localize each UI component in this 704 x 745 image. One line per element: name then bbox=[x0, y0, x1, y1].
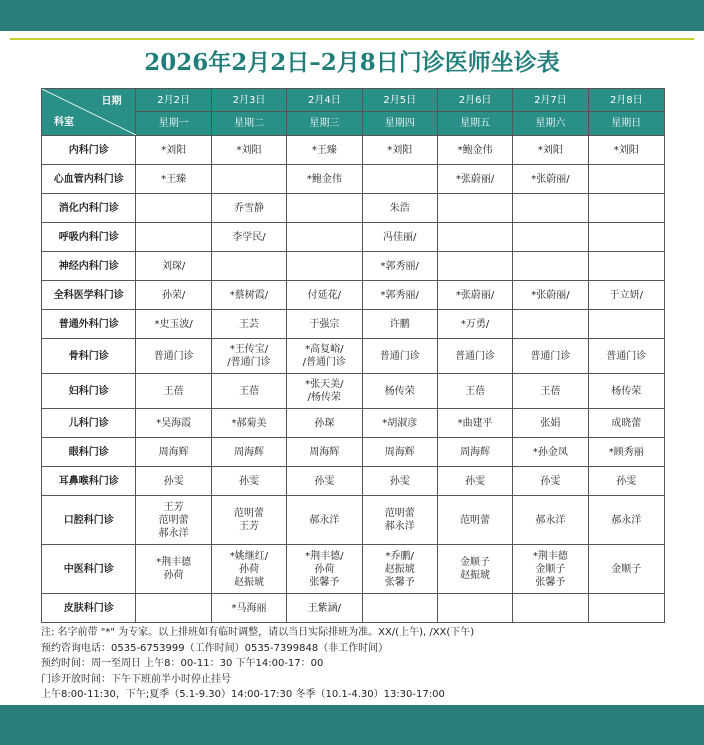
dept-name-cell: 普通外科门诊 bbox=[42, 310, 136, 339]
schedule-cell bbox=[437, 545, 512, 594]
doctor-entry: 张馨予 bbox=[309, 576, 340, 588]
schedule-cell bbox=[437, 409, 512, 438]
schedule-cell bbox=[287, 223, 362, 252]
doctor-entry: 孙雯 bbox=[163, 475, 184, 487]
doctor-entry: 于立妍/ bbox=[609, 289, 643, 301]
top-banner bbox=[0, 0, 704, 31]
doctor-entry: *蔡树霞/ bbox=[229, 289, 269, 301]
schedule-cell bbox=[362, 136, 437, 165]
date-header: 2月4日 bbox=[287, 89, 362, 112]
schedule-cell bbox=[136, 252, 211, 281]
doctor-entry: 普通门诊 bbox=[455, 350, 496, 362]
dept-name-cell: 消化内科门诊 bbox=[42, 194, 136, 223]
schedule-cell bbox=[588, 339, 664, 374]
schedule-cell bbox=[211, 310, 286, 339]
schedule-cell bbox=[588, 467, 664, 496]
table-row bbox=[42, 594, 665, 623]
schedule-cell bbox=[588, 281, 664, 310]
schedule-cell bbox=[513, 194, 588, 223]
schedule-cell bbox=[362, 467, 437, 496]
doctor-entry: 孙荷 bbox=[163, 570, 184, 581]
doctor-entry: 乔雪静 bbox=[233, 202, 264, 214]
schedule-cell bbox=[211, 496, 286, 545]
doctor-entry: *张蔚丽/ bbox=[531, 289, 570, 301]
schedule-cell bbox=[136, 374, 211, 409]
weekday-header: 星期一 bbox=[136, 112, 211, 136]
note-line: 注: 名字前带 "*" 为专家。以上排班如有临时调整，请以当日实际排班为准。XX/(上午), /XX(下午) bbox=[41, 627, 475, 638]
doctor-entry: *荆丰德 bbox=[532, 550, 568, 562]
schedule-cell bbox=[437, 165, 512, 194]
table-row bbox=[42, 310, 665, 339]
schedule-cell bbox=[588, 545, 664, 594]
schedule-cell bbox=[287, 165, 362, 194]
doctor-entry: 王芳 bbox=[163, 501, 184, 513]
table-row bbox=[42, 467, 665, 496]
schedule-cell bbox=[211, 545, 286, 594]
schedule-cell bbox=[513, 339, 588, 374]
schedule-cell bbox=[287, 496, 362, 545]
schedule-cell bbox=[513, 223, 588, 252]
schedule-cell bbox=[588, 194, 664, 223]
schedule-cell bbox=[211, 438, 286, 467]
schedule-cell bbox=[287, 136, 362, 165]
schedule-cell bbox=[136, 594, 211, 623]
doctor-entry: 孙荷 bbox=[314, 563, 335, 575]
doctor-entry: *鲍金伟 bbox=[306, 173, 342, 185]
schedule-cell bbox=[136, 310, 211, 339]
doctor-entry: 王芸 bbox=[238, 318, 259, 330]
doctor-entry: 王蓓 bbox=[465, 385, 486, 397]
schedule-cell bbox=[362, 496, 437, 545]
schedule-cell bbox=[513, 252, 588, 281]
dept-name-cell: 神经内科门诊 bbox=[42, 252, 136, 281]
doctor-entry: *刘阳 bbox=[236, 144, 262, 156]
schedule-cell bbox=[136, 165, 211, 194]
schedule-cell bbox=[211, 374, 286, 409]
schedule-cell bbox=[588, 252, 664, 281]
doctor-entry: /杨传荣 bbox=[307, 392, 342, 403]
corner-dept-label: 科室 bbox=[54, 117, 74, 128]
schedule-cell bbox=[287, 310, 362, 339]
schedule-cell bbox=[136, 281, 211, 310]
schedule-cell bbox=[513, 545, 588, 594]
dept-name-cell: 中医科门诊 bbox=[42, 545, 136, 594]
doctor-entry: *吴海霞 bbox=[156, 417, 192, 429]
doctor-entry: 赵振琥 bbox=[460, 570, 491, 581]
schedule-cell bbox=[362, 165, 437, 194]
schedule-cell bbox=[211, 281, 286, 310]
schedule-cell bbox=[513, 165, 588, 194]
table-row bbox=[42, 339, 665, 374]
doctor-entry: *郭秀丽/ bbox=[380, 260, 419, 272]
bottom-banner bbox=[0, 705, 704, 745]
schedule-cell bbox=[437, 252, 512, 281]
schedule-cell bbox=[211, 165, 286, 194]
weekday-header: 星期二 bbox=[211, 112, 286, 136]
doctor-entry: *刘阳 bbox=[161, 144, 187, 156]
doctor-entry: *王臻 bbox=[311, 144, 337, 156]
date-header: 2月7日 bbox=[513, 89, 588, 112]
weekday-header: 星期六 bbox=[513, 112, 588, 136]
schedule-cell bbox=[136, 496, 211, 545]
doctor-entry: *鲍金伟 bbox=[457, 144, 493, 156]
schedule-cell bbox=[437, 438, 512, 467]
note-line: 预约咨询电话：0535-6753999（工作时间）0535-7399848（非工作时间） bbox=[41, 642, 389, 654]
doctor-entry: 李学民/ bbox=[232, 231, 266, 243]
doctor-entry: 周海辉 bbox=[384, 446, 415, 458]
note-line: 预约时间：周一至周日 上午8：00-11：30 下午14:00-17：00 bbox=[41, 658, 324, 669]
schedule-cell bbox=[588, 409, 664, 438]
schedule-cell bbox=[211, 339, 286, 374]
schedule-cell bbox=[437, 281, 512, 310]
table-row bbox=[42, 438, 665, 467]
schedule-cell bbox=[437, 310, 512, 339]
doctor-entry: 范明蕾 bbox=[158, 514, 189, 526]
doctor-entry: 孙雯 bbox=[389, 475, 410, 487]
dept-name-cell: 口腔科门诊 bbox=[42, 496, 136, 545]
doctor-entry: *张蔚丽/ bbox=[455, 173, 495, 185]
schedule-cell bbox=[362, 545, 437, 594]
schedule-cell bbox=[362, 194, 437, 223]
schedule-cell bbox=[513, 467, 588, 496]
doctor-entry: 付延花/ bbox=[307, 289, 342, 301]
schedule-cell bbox=[513, 438, 588, 467]
doctor-entry: 成晓蕾 bbox=[611, 417, 642, 429]
doctor-entry: 张馨予 bbox=[535, 576, 566, 588]
doctor-entry: 金顺子 bbox=[611, 563, 642, 575]
schedule-cell bbox=[588, 223, 664, 252]
note-line: 上午8:00-11:30，下午;夏季（5.1-9.30）14:00-17:30 冬季（10.1-4.30）13:30-17:00 bbox=[41, 689, 445, 700]
doctor-entry: *王传宝/ bbox=[229, 344, 269, 355]
schedule-cell bbox=[437, 339, 512, 374]
schedule-cell bbox=[588, 374, 664, 409]
doctor-entry: *乔鹏/ bbox=[385, 550, 414, 562]
table-row bbox=[42, 545, 665, 594]
doctor-entry: 周海辉 bbox=[309, 446, 340, 458]
schedule-cell bbox=[362, 281, 437, 310]
dept-name-cell: 妇科门诊 bbox=[42, 374, 136, 409]
schedule-cell bbox=[211, 223, 286, 252]
doctor-entry: *马海丽 bbox=[231, 602, 267, 614]
table-row bbox=[42, 409, 665, 438]
header-corner bbox=[42, 89, 136, 136]
doctor-entry: 孙雯 bbox=[314, 475, 335, 487]
doctor-entry: *张天美/ bbox=[305, 379, 344, 390]
doctor-entry: *万勇/ bbox=[460, 318, 490, 330]
doctor-entry: 孙荷 bbox=[238, 563, 259, 575]
doctor-entry: 张娟 bbox=[540, 417, 561, 429]
doctor-entry: *曲建平 bbox=[457, 417, 493, 429]
date-header: 2月2日 bbox=[136, 89, 211, 112]
dept-name-cell: 全科医学科门诊 bbox=[42, 281, 136, 310]
doctor-entry: *高复峪/ bbox=[305, 344, 344, 355]
schedule-cell bbox=[211, 252, 286, 281]
doctor-entry: 张馨予 bbox=[384, 576, 415, 588]
doctor-entry: 郝永洋 bbox=[158, 527, 189, 539]
schedule-cell bbox=[287, 594, 362, 623]
schedule-cell bbox=[211, 594, 286, 623]
notes-section bbox=[41, 625, 474, 703]
schedule-cell bbox=[588, 165, 664, 194]
top-accent-line bbox=[10, 38, 694, 40]
table-row bbox=[42, 496, 665, 545]
doctor-entry: *郭秀丽/ bbox=[380, 289, 419, 301]
doctor-entry: 郝永洋 bbox=[309, 514, 340, 526]
date-header: 2月5日 bbox=[362, 89, 437, 112]
doctor-entry: 孙荣/ bbox=[161, 289, 186, 301]
doctor-entry: *刘阳 bbox=[613, 144, 639, 156]
doctor-entry: *姚继红/ bbox=[229, 550, 269, 562]
doctor-entry: 范明蕾 bbox=[384, 508, 415, 519]
schedule-cell bbox=[287, 252, 362, 281]
schedule-cell bbox=[287, 545, 362, 594]
doctor-entry: 于强宗 bbox=[309, 318, 340, 330]
schedule-cell bbox=[136, 438, 211, 467]
doctor-entry: /普通门诊 bbox=[302, 357, 347, 368]
doctor-entry: *郝菊美 bbox=[231, 417, 267, 429]
schedule-cell bbox=[362, 252, 437, 281]
dept-name-cell: 内科门诊 bbox=[42, 136, 136, 165]
schedule-cell bbox=[136, 194, 211, 223]
corner-date-label: 日期 bbox=[101, 96, 122, 107]
doctor-entry: *顾秀丽 bbox=[608, 446, 644, 458]
schedule-cell bbox=[437, 194, 512, 223]
schedule-cell bbox=[588, 496, 664, 545]
schedule-cell bbox=[136, 339, 211, 374]
note-line: 门诊开放时间：下午下班前半小时停止挂号 bbox=[41, 673, 231, 685]
doctor-entry: 郝永洋 bbox=[384, 521, 415, 532]
weekday-header: 星期日 bbox=[588, 112, 664, 136]
page-title: 2026年2月2日–2月8日门诊医师坐诊表 bbox=[144, 49, 560, 76]
schedule-cell bbox=[588, 438, 664, 467]
schedule-cell bbox=[437, 223, 512, 252]
schedule-cell bbox=[136, 467, 211, 496]
weekday-header: 星期五 bbox=[437, 112, 512, 136]
schedule-cell bbox=[437, 496, 512, 545]
schedule-cell bbox=[362, 409, 437, 438]
doctor-entry: 周海辉 bbox=[460, 446, 491, 458]
doctor-entry: 孙雯 bbox=[540, 475, 561, 487]
doctor-entry: 王紫涵/ bbox=[307, 602, 342, 614]
doctor-entry: 范明蕾 bbox=[460, 514, 491, 526]
schedule-cell bbox=[513, 594, 588, 623]
doctor-entry: 冯佳丽/ bbox=[383, 231, 417, 243]
doctor-entry: 许鹏 bbox=[389, 318, 410, 330]
schedule-cell bbox=[362, 374, 437, 409]
schedule-cell bbox=[211, 136, 286, 165]
doctor-entry: 金顺子 bbox=[460, 557, 491, 568]
doctor-entry: 王蓓 bbox=[540, 385, 561, 397]
doctor-entry: 王蓓 bbox=[163, 385, 184, 397]
schedule-cell bbox=[513, 310, 588, 339]
doctor-entry: 普通门诊 bbox=[153, 350, 194, 362]
doctor-entry: 郝永洋 bbox=[535, 514, 566, 526]
table-row bbox=[42, 165, 665, 194]
schedule-cell bbox=[287, 374, 362, 409]
schedule-cell bbox=[136, 223, 211, 252]
dept-name-cell: 骨科门诊 bbox=[42, 339, 136, 374]
schedule-cell bbox=[287, 194, 362, 223]
dept-name-cell: 眼科门诊 bbox=[42, 438, 136, 467]
table-row bbox=[42, 374, 665, 409]
table-row bbox=[42, 223, 665, 252]
schedule-cell bbox=[513, 496, 588, 545]
doctor-entry: 王芳 bbox=[238, 521, 259, 532]
doctor-entry: *荆丰德 bbox=[156, 557, 192, 568]
doctor-entry: *张蔚丽/ bbox=[531, 173, 570, 185]
schedule-cell bbox=[362, 310, 437, 339]
schedule-cell bbox=[136, 409, 211, 438]
dept-name-cell: 呼吸内科门诊 bbox=[42, 223, 136, 252]
schedule-cell bbox=[211, 409, 286, 438]
date-header: 2月3日 bbox=[211, 89, 286, 112]
schedule-cell bbox=[437, 467, 512, 496]
schedule-cell bbox=[287, 438, 362, 467]
schedule-cell bbox=[211, 194, 286, 223]
doctor-entry: 普通门诊 bbox=[379, 350, 420, 362]
schedule-cell bbox=[513, 136, 588, 165]
schedule-cell bbox=[437, 374, 512, 409]
doctor-entry: 普通门诊 bbox=[606, 350, 647, 362]
doctor-entry: *孙金凤 bbox=[532, 446, 568, 458]
doctor-entry: 孙雯 bbox=[238, 475, 259, 487]
table-row bbox=[42, 194, 665, 223]
doctor-entry: *刘阳 bbox=[387, 144, 413, 156]
dept-name-cell: 耳鼻喉科门诊 bbox=[42, 467, 136, 496]
schedule-cell bbox=[513, 409, 588, 438]
doctor-entry: 刘琛/ bbox=[161, 260, 186, 272]
doctor-entry: 金顺子 bbox=[535, 563, 566, 575]
dept-name-cell: 儿科门诊 bbox=[42, 409, 136, 438]
doctor-entry: 普通门诊 bbox=[530, 350, 571, 362]
weekday-header: 星期四 bbox=[362, 112, 437, 136]
schedule-cell bbox=[362, 594, 437, 623]
dept-name-cell: 皮肤科门诊 bbox=[42, 594, 136, 623]
schedule-cell bbox=[287, 467, 362, 496]
date-header: 2月8日 bbox=[588, 89, 664, 112]
schedule-cell bbox=[287, 409, 362, 438]
schedule-cell bbox=[437, 594, 512, 623]
dept-name-cell: 心血管内科门诊 bbox=[42, 165, 136, 194]
doctor-entry: 孙雯 bbox=[616, 475, 637, 487]
doctor-entry: 孙琛 bbox=[314, 417, 335, 429]
table-row bbox=[42, 136, 665, 165]
schedule-cell bbox=[211, 467, 286, 496]
doctor-entry: 赵振琥 bbox=[233, 576, 264, 588]
schedule-cell bbox=[588, 310, 664, 339]
table-row bbox=[42, 281, 665, 310]
schedule-table bbox=[41, 88, 665, 623]
schedule-cell bbox=[362, 223, 437, 252]
doctor-entry: 郝永洋 bbox=[611, 514, 642, 526]
schedule-cell bbox=[588, 594, 664, 623]
doctor-entry: *史玉波/ bbox=[154, 318, 193, 330]
doctor-entry: 周海辉 bbox=[233, 446, 264, 458]
weekday-header: 星期三 bbox=[287, 112, 362, 136]
schedule-cell bbox=[287, 281, 362, 310]
doctor-entry: 朱浩 bbox=[389, 202, 410, 214]
schedule-cell bbox=[287, 339, 362, 374]
doctor-entry: *王臻 bbox=[161, 173, 187, 185]
table-row bbox=[42, 252, 665, 281]
doctor-entry: 周海辉 bbox=[158, 446, 189, 458]
doctor-entry: *刘阳 bbox=[537, 144, 563, 156]
doctor-entry: 范明蕾 bbox=[233, 508, 264, 519]
schedule-cell bbox=[588, 136, 664, 165]
schedule-cell bbox=[437, 136, 512, 165]
doctor-entry: /普通门诊 bbox=[227, 357, 271, 368]
doctor-entry: 王蓓 bbox=[238, 385, 259, 397]
doctor-entry: *荆丰德/ bbox=[305, 550, 344, 562]
doctor-entry: 孙雯 bbox=[465, 475, 486, 487]
schedule-cell bbox=[513, 281, 588, 310]
doctor-entry: *张蔚丽/ bbox=[455, 289, 495, 301]
doctor-entry: 杨传荣 bbox=[384, 385, 415, 397]
doctor-entry: 杨传荣 bbox=[611, 385, 642, 397]
schedule-cell bbox=[362, 438, 437, 467]
doctor-entry: 赵振琥 bbox=[384, 563, 415, 575]
schedule-cell bbox=[362, 339, 437, 374]
schedule-cell bbox=[136, 136, 211, 165]
schedule-cell bbox=[513, 374, 588, 409]
date-header: 2月6日 bbox=[437, 89, 512, 112]
schedule-cell bbox=[136, 545, 211, 594]
doctor-entry: *胡淑彦 bbox=[382, 417, 418, 429]
